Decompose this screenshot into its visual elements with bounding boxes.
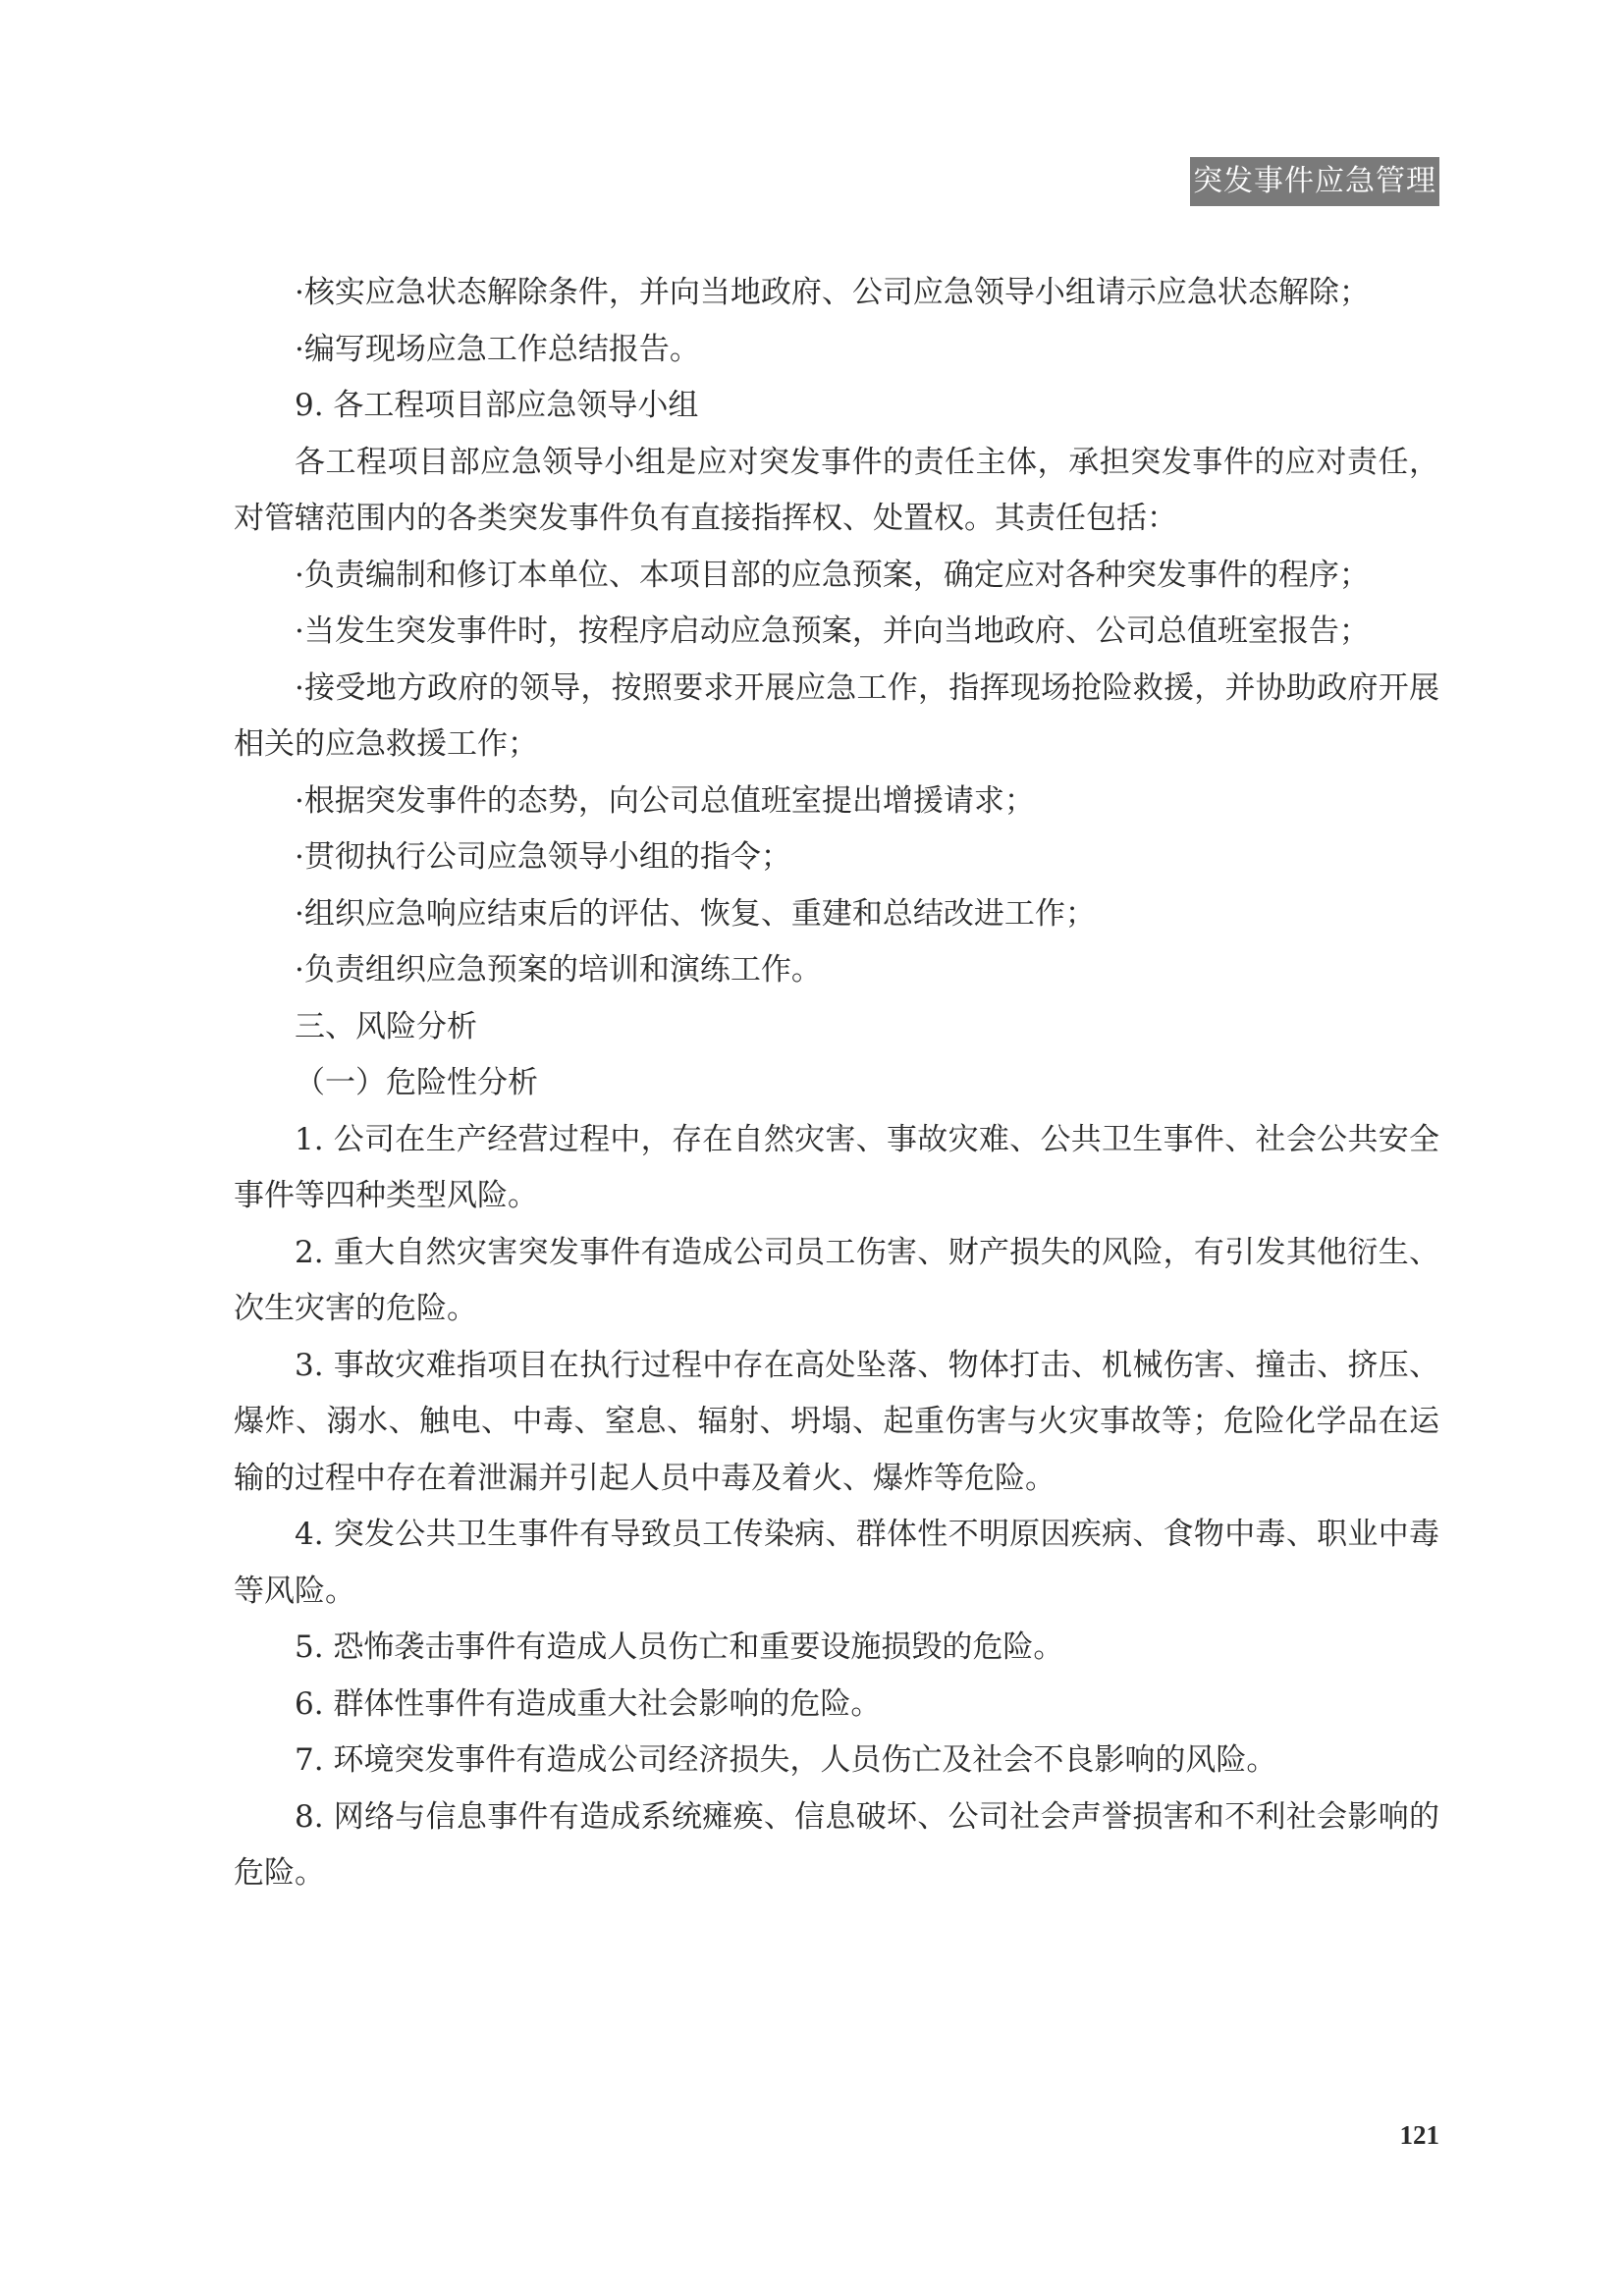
paragraph: 1. 公司在生产经营过程中，存在自然灾害、事故灾难、公共卫生事件、社会公共安全事件等四种类型风险。 xyxy=(234,1121,1439,1213)
paragraph: 8. 网络与信息事件有造成系统瘫痪、信息破坏、公司社会声誉损害和不利社会影响的危险。 xyxy=(234,1798,1439,1891)
paragraph: ·编写现场应急工作总结报告。 xyxy=(295,331,700,367)
body-text xyxy=(234,265,1439,1902)
paragraph: ·负责编制和修订本单位、本项目部的应急预案，确定应对各种突发事件的程序； xyxy=(295,557,1370,593)
subsection-heading: （一）危险性分析 xyxy=(295,1065,538,1100)
paragraph: ·接受地方政府的领导，按照要求开展应急工作，指挥现场抢险救援，并协助政府开展相关的应急救援工作； xyxy=(234,669,1439,762)
page-number: 121 xyxy=(1399,2120,1439,2150)
paragraph: 5. 恐怖袭击事件有造成人员伤亡和重要设施损毁的危险。 xyxy=(295,1629,1064,1665)
paragraph: ·贯彻执行公司应急领导小组的指令； xyxy=(295,839,791,875)
paragraph: 4. 突发公共卫生事件有导致员工传染病、群体性不明原因疾病、食物中毒、职业中毒等风险。 xyxy=(234,1517,1439,1609)
paragraph: 6. 群体性事件有造成重大社会影响的危险。 xyxy=(295,1685,882,1722)
paragraph: ·负责组织应急预案的培训和演练工作。 xyxy=(295,952,822,988)
paragraph: ·核实应急状态解除条件，并向当地政府、公司应急领导小组请示应急状态解除； xyxy=(295,275,1370,310)
paragraph: 各工程项目部应急领导小组是应对突发事件的责任主体，承担突发事件的应对责任，对管辖范围内的各类突发事件负有直接指挥权、处置权。其责任包括： xyxy=(234,444,1439,536)
paragraph: 7. 环境突发事件有造成公司经济损失，人员伤亡及社会不良影响的风险。 xyxy=(295,1742,1277,1778)
paragraph: ·根据突发事件的态势，向公司总值班室提出增援请求； xyxy=(295,782,1035,819)
paragraph: ·组织应急响应结束后的评估、恢复、重建和总结改进工作； xyxy=(295,895,1096,932)
paragraph: 3. 事故灾难指项目在执行过程中存在高处坠落、物体打击、机械伤害、撞击、挤压、爆炸、溺水、触电、中毒、窒息、辐射、坍塌、起重伤害与火灾事故等；危险化学品在运输的过程中存在着泄漏并引起人员中毒及着火、爆炸等危险。 xyxy=(234,1347,1439,1496)
subsection-heading: 9. 各工程项目部应急领导小组 xyxy=(295,388,699,423)
section-heading: 三、风险分析 xyxy=(295,1008,477,1044)
section-header-tab: 突发事件应急管理 xyxy=(1190,157,1439,206)
paragraph: ·当发生突发事件时，按程序启动应急预案，并向当地政府、公司总值班室报告； xyxy=(295,614,1370,649)
paragraph: 2. 重大自然灾害突发事件有造成公司员工伤害、财产损失的风险，有引发其他衍生、次生灾害的危险。 xyxy=(234,1234,1439,1326)
